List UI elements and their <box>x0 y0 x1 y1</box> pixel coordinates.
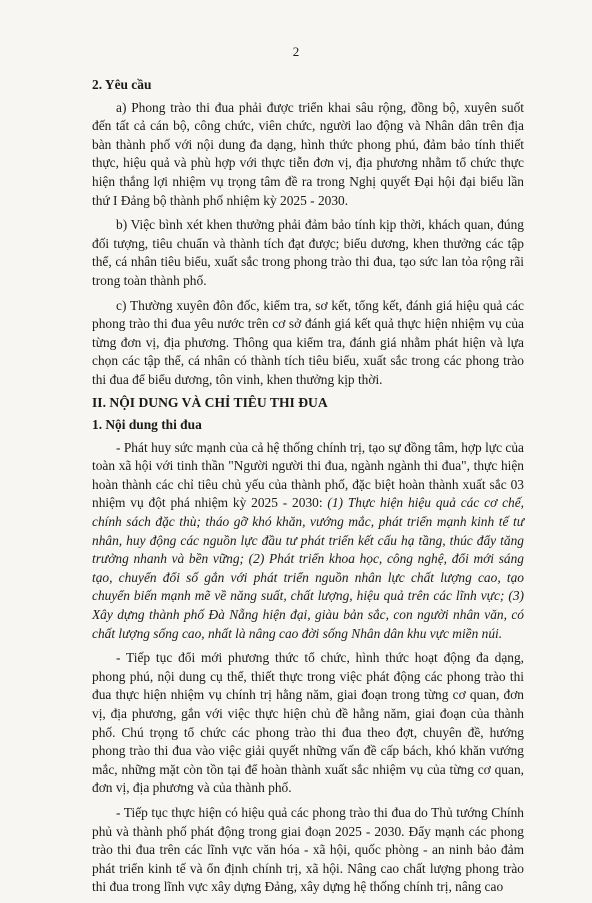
bullet-2: - Tiếp tục đổi mới phương thức tổ chức, hình thức hoạt động đa dạng, phong phú, nội dung cụ thể, thiết thực trong việc phát động các phong trào thi đua thực hiện nhiệm vụ chính trị hằng năm, giai đoạn trong từng cơ quan, đơn vị, địa phương, gắn với việc thực hiện chủ đề hằng năm, giai đoạn của thành phố. Chú trọng tổ chức các phong trào thi đua theo đợt, chuyên đề, hướng phong trào thi đua vào việc giải quyết những vấn đề cấp bách, khó khăn vướng mắc, những mặt còn tồn tại để hoàn thành xuất sắc nhiệm vụ của từng cơ quan, đơn vị, địa phương và của thành phố. <box>92 650 524 796</box>
paragraph-c: c) Thường xuyên đôn đốc, kiểm tra, sơ kết, tổng kết, đánh giá hiệu quả các phong trào thi đua yêu nước trên cơ sở đánh giá kết quả thực hiện nhiệm vụ của từng đơn vị, địa phương. Thông qua kiểm tra, đánh giá nhằm phát hiện và lựa chọn các tập thể, cá nhân có thành tích tiêu biểu, xuất sắc trong các phong trào thi đua để biểu dương, tôn vinh, khen thưởng kịp thời. <box>92 297 524 387</box>
section-II-heading: II. NỘI DUNG VÀ CHỈ TIÊU THI ĐUA <box>92 394 328 410</box>
section-2-heading: 2. Yêu cầu <box>92 77 152 92</box>
document-body <box>92 76 524 903</box>
subsection-1-heading: 1. Nội dung thi đua <box>92 417 202 433</box>
bullet-1 <box>92 439 524 644</box>
bullet-3: - Tiếp tục thực hiện có hiệu quả các phong trào thi đua do Thủ tướng Chính phủ và thành phố phát động trong giai đoạn 2025 - 2030. Đẩy mạnh các phong trào thi đua trên các lĩnh vực văn hóa - xã hội, quốc phòng - an ninh bảo đảm phát triển kinh tế và ổn định chính trị, xã hội. Nâng cao chất lượng phong trào thi đua trong lĩnh vực xây dựng Đảng, xây dựng hệ thống chính trị, nâng cao <box>92 804 524 895</box>
paragraph-a: a) Phong trào thi đua phải được triển khai sâu rộng, đồng bộ, xuyên suốt đến tất cả cán bộ, công chức, viên chức, người lao động và Nhân dân trên địa bàn thành phố với nội dung đa dạng, hình thức phong phú, đảm bảo tính thiết thực, hiệu quả và phù hợp với thực tiễn đơn vị, địa phương nhằm tổ chức thực hiện thắng lợi nhiệm vụ trọng tâm đề ra trong Nghị quyết Đại hội đại biểu lần thứ I Đảng bộ thành phố nhiệm kỳ 2025 - 2030. <box>92 99 524 208</box>
paragraph-b: b) Việc bình xét khen thưởng phải đảm bảo tính kịp thời, khách quan, đúng đối tượng, tiêu chuẩn và thành tích đạt được; biểu dương, khen thưởng các tập thể, cá nhân tiêu biểu, xuất sắc trong phong trào thi đua, tạo sức lan tỏa rộng rãi trong toàn thành phố. <box>92 217 524 288</box>
page-number: 2 <box>292 44 300 59</box>
bullet-1-text: - Phát huy sức mạnh của cả hệ thống chính trị, tạo sự đồng tâm, hợp lực của toàn xã hội với tinh thần "Người người thi đua, ngành ngành thi đua", thực hiện hoàn thành các chỉ tiêu chủ yếu của thành phố, đặc biệt hoàn thành xuất sắc 03 nhiệm vụ đột phá nhiệm kỳ 2025 - 2030: <box>92 439 524 511</box>
bullet-1-italic: (1) Thực hiện hiệu quả các cơ chế, chính sách đặc thù; tháo gỡ khó khăn, vướng mắc, phát triển mạnh kinh tế tư nhân, huy động các nguồn lực đầu tư phát triển kết cấu hạ tầng, thúc đẩy tăng trưởng nhanh và bền vững; (2) Phát triển khoa học, công nghệ, đổi mới sáng tạo, chuyển đổi số gắn với phát triển nguồn nhân lực chất lượng cao, tạo chuyển biến mạnh mẽ về năng suất, chất lượng, hiệu quả trên các lĩnh vực; (3) Xây dựng thành phố Đà Nẵng hiện đại, giàu bản sắc, con người nhân văn, có chất lượng sống cao, nhất là nâng cao đời sống Nhân dân khu vực miền núi. <box>92 495 525 641</box>
